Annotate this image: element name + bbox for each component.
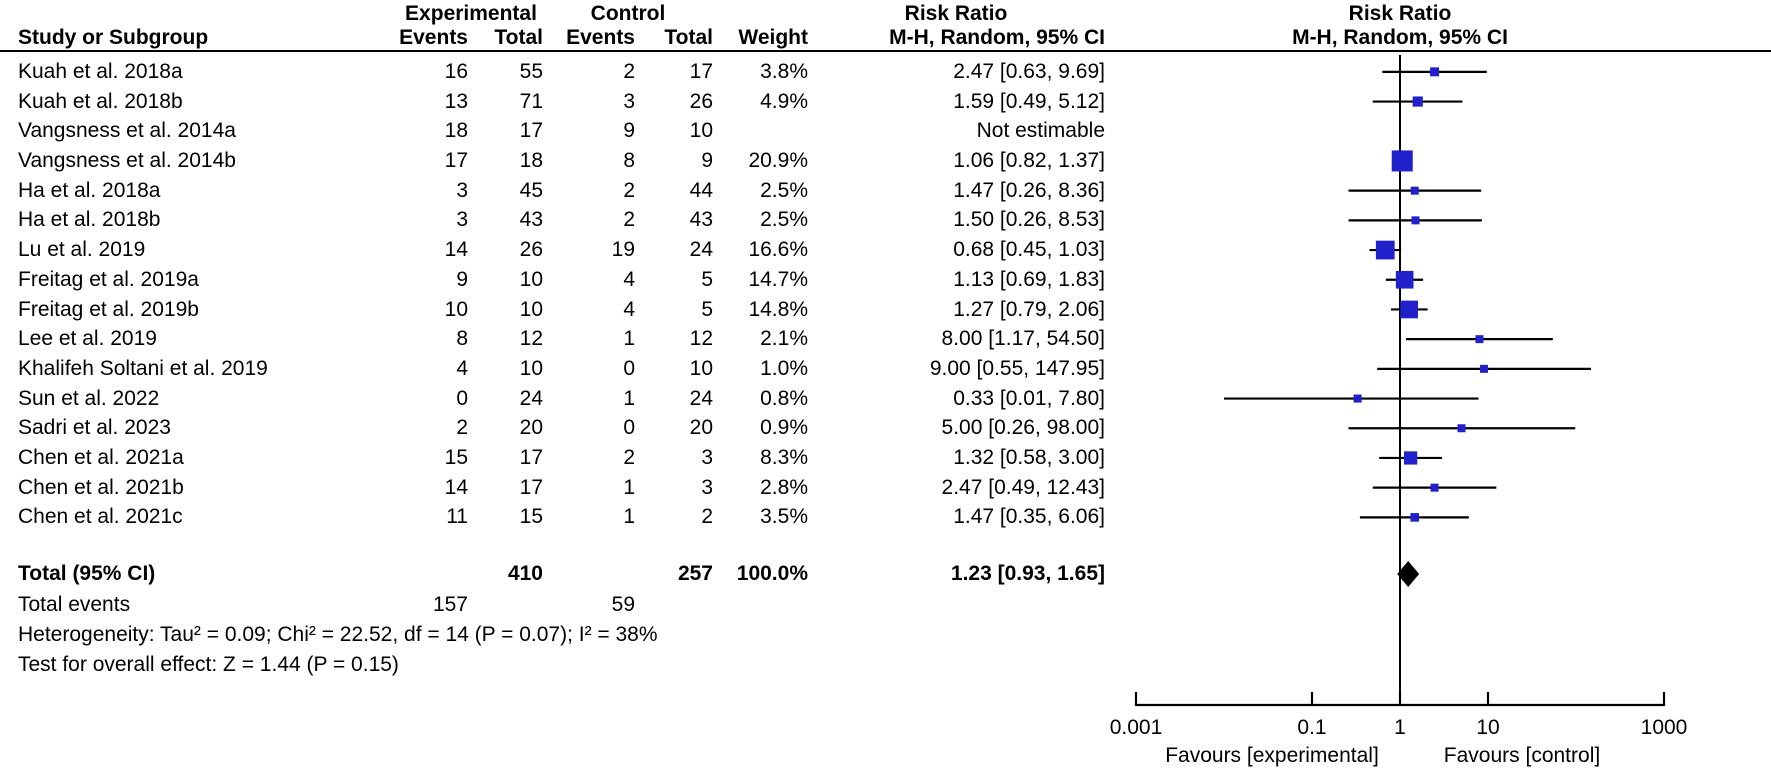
exp-events-cell: 8 — [456, 327, 468, 351]
study-effect-square — [1411, 187, 1419, 195]
ctl-total-cell: 24 — [689, 386, 713, 410]
study-name-cell: Vangsness et al. 2014b — [18, 149, 236, 173]
study-name-cell: Freitag et al. 2019a — [18, 267, 199, 291]
total-exp-total: 410 — [507, 562, 543, 585]
axis-tick-label: 1 — [1394, 716, 1406, 739]
exp-events-cell: 10 — [444, 297, 468, 321]
total-events-label: Total events — [18, 593, 131, 616]
ctl-events-cell: 1 — [623, 475, 635, 499]
weight-cell: 14.7% — [748, 267, 808, 291]
ctl-total-cell: 5 — [701, 267, 713, 291]
study-name-cell: Kuah et al. 2018b — [18, 89, 183, 113]
ctl-total-cell: 9 — [701, 149, 713, 173]
weight-cell: 8.3% — [760, 445, 808, 469]
axis-tick-label: 0.001 — [1109, 716, 1163, 739]
rr-ci-cell: 1.27 [0.79, 2.06] — [953, 297, 1105, 321]
axis-tick-label: 0.1 — [1297, 716, 1327, 739]
rr-ci-cell: Not estimable — [976, 119, 1105, 143]
axis-tick-label: 1000 — [1640, 716, 1688, 739]
exp-events-cell: 17 — [444, 149, 468, 173]
study-name-cell: Vangsness et al. 2014a — [18, 119, 236, 143]
study-effect-square — [1431, 484, 1439, 492]
exp-events-cell: 2 — [456, 416, 468, 440]
weight-cell: 2.8% — [760, 475, 808, 499]
exp-events-cell: 9 — [456, 267, 468, 291]
ctl-events-cell: 1 — [623, 327, 635, 351]
ctl-total-cell: 10 — [689, 356, 713, 380]
exp-total-cell: 24 — [519, 386, 543, 410]
ctl-total-cell: 3 — [701, 445, 713, 469]
rr-ci-cell: 1.47 [0.35, 6.06] — [953, 505, 1105, 529]
study-name-cell: Kuah et al. 2018a — [18, 60, 183, 83]
exp-total-cell: 18 — [519, 149, 543, 173]
ctl-total-cell: 5 — [701, 297, 713, 321]
study-name-cell: Ha et al. 2018a — [18, 178, 161, 202]
study-effect-square — [1458, 424, 1466, 432]
ctl-total-cell: 24 — [689, 238, 713, 262]
ctl-events-cell: 1 — [623, 386, 635, 410]
weight-cell: 2.5% — [760, 178, 808, 202]
col-header-ctl-events: Events — [566, 26, 635, 49]
rr-ci-cell: 1.06 [0.82, 1.37] — [953, 149, 1105, 173]
ctl-events-cell: 2 — [623, 60, 635, 83]
ctl-events-cell: 2 — [623, 445, 635, 469]
exp-events-cell: 18 — [444, 119, 468, 143]
exp-events-cell: 3 — [456, 208, 468, 232]
col-header-mh-ci-plot: M-H, Random, 95% CI — [1292, 26, 1508, 49]
weight-cell: 14.8% — [748, 297, 808, 321]
weight-cell: 1.0% — [760, 356, 808, 380]
group-header-experimental: Experimental — [405, 2, 537, 25]
study-name-cell: Lee et al. 2019 — [18, 327, 157, 351]
exp-total-cell: 17 — [519, 119, 543, 143]
study-name-cell: Chen et al. 2021a — [18, 445, 184, 469]
group-header-control: Control — [590, 2, 666, 25]
exp-total-cell: 55 — [519, 60, 543, 83]
study-effect-square — [1411, 216, 1419, 224]
rr-ci-cell: 0.33 [0.01, 7.80] — [953, 386, 1105, 410]
study-effect-square — [1480, 365, 1488, 373]
weight-cell: 2.5% — [760, 208, 808, 232]
exp-events-cell: 14 — [444, 238, 468, 262]
ctl-events-cell: 4 — [623, 297, 635, 321]
ctl-events-cell: 3 — [623, 89, 635, 113]
ctl-events-cell: 2 — [623, 208, 635, 232]
rr-ci-cell: 1.32 [0.58, 3.00] — [953, 445, 1105, 469]
ctl-events-cell: 8 — [623, 149, 635, 173]
ctl-events-cell: 2 — [623, 178, 635, 202]
favours-experimental-label: Favours [experimental] — [1165, 744, 1379, 767]
rr-ci-cell: 1.47 [0.26, 8.36] — [953, 178, 1105, 202]
rr-ci-cell: 2.47 [0.49, 12.43] — [941, 475, 1105, 499]
exp-total-cell: 17 — [519, 445, 543, 469]
total-label: Total (95% CI) — [18, 562, 156, 585]
ctl-total-cell: 2 — [701, 505, 713, 529]
study-effect-square — [1475, 335, 1483, 343]
weight-cell: 2.1% — [760, 327, 808, 351]
exp-events-cell: 4 — [456, 356, 468, 380]
ctl-total-cell: 17 — [689, 60, 713, 83]
rr-ci-cell: 9.00 [0.55, 147.95] — [929, 356, 1105, 380]
study-effect-square — [1413, 96, 1423, 106]
ctl-total-cell: 44 — [689, 178, 713, 202]
study-effect-square — [1410, 513, 1419, 522]
study-name-cell: Chen et al. 2021c — [18, 505, 183, 529]
study-name-cell: Lu et al. 2019 — [18, 238, 146, 262]
ctl-events-cell: 0 — [623, 356, 635, 380]
rr-ci-cell: 1.50 [0.26, 8.53] — [953, 208, 1105, 232]
weight-cell: 0.8% — [760, 386, 808, 410]
exp-total-cell: 45 — [519, 178, 543, 202]
overall-effect-stats: Test for overall effect: Z = 1.44 (P = 0.15) — [18, 653, 399, 676]
ctl-events-cell: 0 — [623, 416, 635, 440]
study-effect-square — [1392, 150, 1413, 171]
exp-events-cell: 15 — [444, 445, 468, 469]
total-weight: 100.0% — [736, 562, 808, 585]
weight-cell: 3.5% — [760, 505, 808, 529]
total-events-exp: 157 — [432, 593, 468, 616]
rr-ci-cell: 8.00 [1.17, 54.50] — [941, 327, 1105, 351]
study-effect-square — [1404, 451, 1417, 464]
exp-total-cell: 17 — [519, 475, 543, 499]
col-header-mh-ci: M-H, Random, 95% CI — [889, 26, 1105, 49]
ctl-events-cell: 1 — [623, 505, 635, 529]
ctl-total-cell: 3 — [701, 475, 713, 499]
exp-total-cell: 10 — [519, 297, 543, 321]
study-name-cell: Sun et al. 2022 — [18, 386, 160, 410]
study-name-cell: Ha et al. 2018b — [18, 208, 161, 232]
exp-total-cell: 26 — [519, 238, 543, 262]
total-rr-ci: 1.23 [0.93, 1.65] — [950, 562, 1105, 585]
exp-total-cell: 12 — [519, 327, 543, 351]
exp-events-cell: 0 — [456, 386, 468, 410]
weight-cell: 16.6% — [748, 238, 808, 262]
ctl-total-cell: 12 — [689, 327, 713, 351]
weight-cell: 3.8% — [760, 60, 808, 83]
favours-control-label: Favours [control] — [1443, 744, 1601, 767]
exp-total-cell: 15 — [519, 505, 543, 529]
col-header-weight: Weight — [738, 26, 808, 49]
ctl-events-cell: 9 — [623, 119, 635, 143]
rr-ci-cell: 1.59 [0.49, 5.12] — [953, 89, 1105, 113]
exp-events-cell: 13 — [444, 89, 468, 113]
study-effect-square — [1400, 301, 1418, 319]
heterogeneity-stats: Heterogeneity: Tau² = 0.09; Chi² = 22.52, df = 14 (P = 0.07); I² = 38% — [18, 623, 658, 646]
study-effect-square — [1376, 241, 1395, 260]
rr-ci-cell: 0.68 [0.45, 1.03] — [953, 238, 1105, 262]
exp-events-cell: 3 — [456, 178, 468, 202]
ctl-total-cell: 10 — [689, 119, 713, 143]
study-name-cell: Sadri et al. 2023 — [18, 416, 171, 440]
exp-total-cell: 20 — [519, 416, 543, 440]
exp-events-cell: 11 — [446, 505, 468, 529]
study-effect-square — [1396, 271, 1414, 289]
exp-total-cell: 71 — [519, 89, 543, 113]
rr-ci-cell: 1.13 [0.69, 1.83] — [953, 267, 1105, 291]
total-events-ctl: 59 — [611, 593, 635, 616]
axis-tick-label: 10 — [1476, 716, 1500, 739]
col-header-exp-events: Events — [399, 26, 468, 49]
total-ctl-total: 257 — [677, 562, 713, 585]
group-header-risk-ratio: Risk Ratio — [904, 2, 1008, 25]
exp-total-cell: 10 — [519, 356, 543, 380]
exp-total-cell: 43 — [519, 208, 543, 232]
col-header-ctl-total: Total — [664, 26, 713, 49]
rr-ci-cell: 5.00 [0.26, 98.00] — [941, 416, 1105, 440]
study-name-cell: Freitag et al. 2019b — [18, 297, 199, 321]
weight-cell: 4.9% — [760, 89, 808, 113]
ctl-total-cell: 20 — [689, 416, 713, 440]
exp-events-cell: 16 — [444, 60, 468, 83]
group-header-risk-ratio-plot: Risk Ratio — [1348, 2, 1452, 25]
weight-cell: 20.9% — [748, 149, 808, 173]
study-name-cell: Khalifeh Soltani et al. 2019 — [18, 356, 268, 380]
exp-events-cell: 14 — [444, 475, 468, 499]
rr-ci-cell: 2.47 [0.63, 9.69] — [953, 60, 1105, 83]
weight-cell: 0.9% — [760, 416, 808, 440]
ctl-total-cell: 43 — [689, 208, 713, 232]
study-effect-square — [1430, 67, 1439, 76]
exp-total-cell: 10 — [519, 267, 543, 291]
col-header-exp-total: Total — [494, 26, 543, 49]
ctl-events-cell: 4 — [623, 267, 635, 291]
study-effect-square — [1354, 395, 1362, 403]
ctl-events-cell: 19 — [611, 238, 635, 262]
ctl-total-cell: 26 — [689, 89, 713, 113]
study-name-cell: Chen et al. 2021b — [18, 475, 184, 499]
col-header-study: Study or Subgroup — [18, 26, 209, 49]
